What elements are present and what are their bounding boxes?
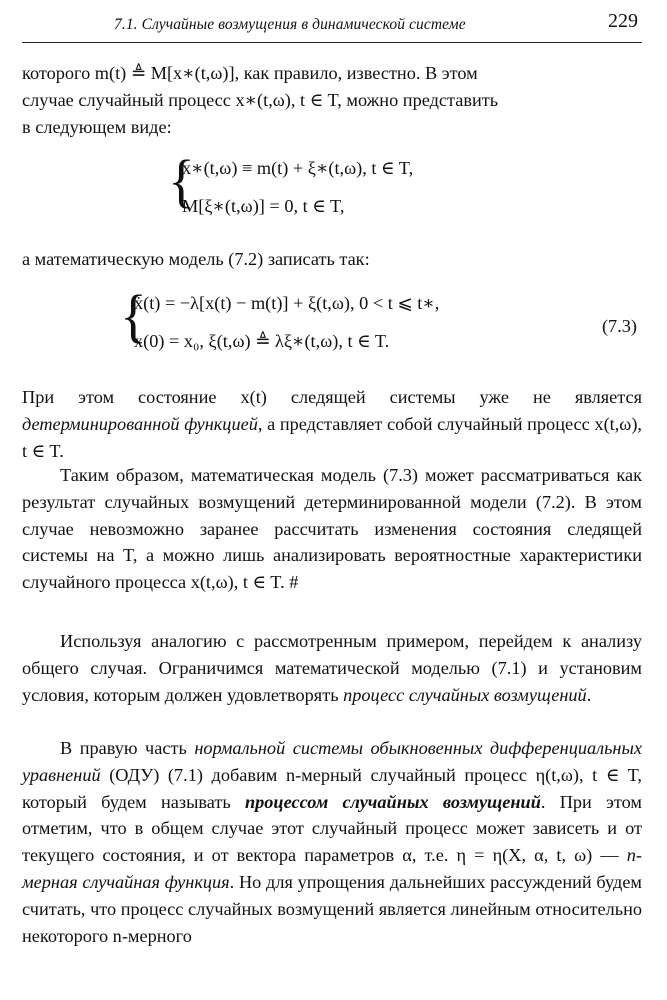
running-head-title: 7.1. Случайные возмущения в динамической системе xyxy=(114,16,466,33)
text-line: которого m(t) ≜ M[x∗(t,ω)], как правило, известно. В этом xyxy=(22,63,478,83)
equation-line: M[ξ∗(t,ω)] = 0, t ∈ T, xyxy=(182,196,345,216)
text-span: При этом состояние x(t) следящей системы уже не является xyxy=(22,387,642,407)
paragraph-text: Таким образом, математическая модель (7.3) может рассматриваться как результат случайных возмущений детерминированной модели (7.2). В этом случае невозможно заранее рассчитать изменения состояния следящей системы на T, а можно лишь анализировать вероятностные характеристики случайного процесса x(t,ω), t ∈ T. # xyxy=(22,465,642,593)
text-line: а математическую модель (7.2) записать так: xyxy=(22,249,370,269)
paragraph-conclusion xyxy=(22,462,642,596)
paragraph-general-case xyxy=(22,628,642,708)
paragraph-intro xyxy=(22,60,642,140)
equation-system-1 xyxy=(168,148,508,232)
equation-number: (7.3) xyxy=(601,316,637,336)
text-span: (ОДУ) (7.1) добавим n-мерный случайный процесс η(t,ω), t ∈ T, который будем называть xyxy=(22,764,642,812)
left-brace: { xyxy=(120,283,147,349)
text-span: , а представляет собой случайный процесс x(t,ω), t ∈ T. xyxy=(22,413,642,461)
page-number: 229 xyxy=(608,10,638,32)
left-brace: { xyxy=(168,148,195,214)
equation-line: x∗(t,ω) ≡ m(t) + ξ∗(t,ω), t ∈ T, xyxy=(182,158,414,178)
running-header xyxy=(22,12,642,43)
text-line: случае случайный процесс x∗(t,ω), t ∈ T, можно представить xyxy=(22,89,499,110)
emphasis-term: детерминированной функцией xyxy=(22,413,258,434)
paragraph-state xyxy=(22,384,642,464)
text-span: . При этом отметим, что в общем случае этот случайный процесс может зависеть и от текущего состояния, и от вектора параметров α, т.е. η = η(X, α, t, ω) — xyxy=(22,791,642,866)
defined-term: процессом случайных возмущений xyxy=(244,791,541,812)
equation-line: ẋ(t) = −λ[x(t) − m(t)] + ξ(t,ω), 0 < t ⩽ t∗, xyxy=(134,293,440,313)
emphasis-term: n-мерная случайная функция xyxy=(22,845,642,892)
emphasis-term: нормальной системы обыкновенных дифференциальных уравнений xyxy=(22,738,642,785)
text-span: . xyxy=(586,684,592,705)
paragraph-model xyxy=(22,246,642,273)
text-span: Используя аналогию с рассмотренным примером, перейдем к анализу общего случая. Ограничимся математической моделью (7.1) и установим условия, которым должен удовлетворять xyxy=(22,631,642,705)
paragraph-definition xyxy=(22,735,642,949)
equation-system-2 xyxy=(120,283,580,367)
text-span: В правую часть xyxy=(60,738,187,758)
text-line: в следующем виде: xyxy=(22,116,172,137)
text-span: . Но для упрощения дальнейших рассуждений будем считать, что процесс случайных возмущений является линейным относительно некоторого n-мерного xyxy=(22,871,643,946)
equation-line: x(0) = x₀, ξ(t,ω) ≜ λξ∗(t,ω), t ∈ T. xyxy=(134,331,390,351)
emphasis-term: процесс случайных возмущений xyxy=(343,684,587,705)
